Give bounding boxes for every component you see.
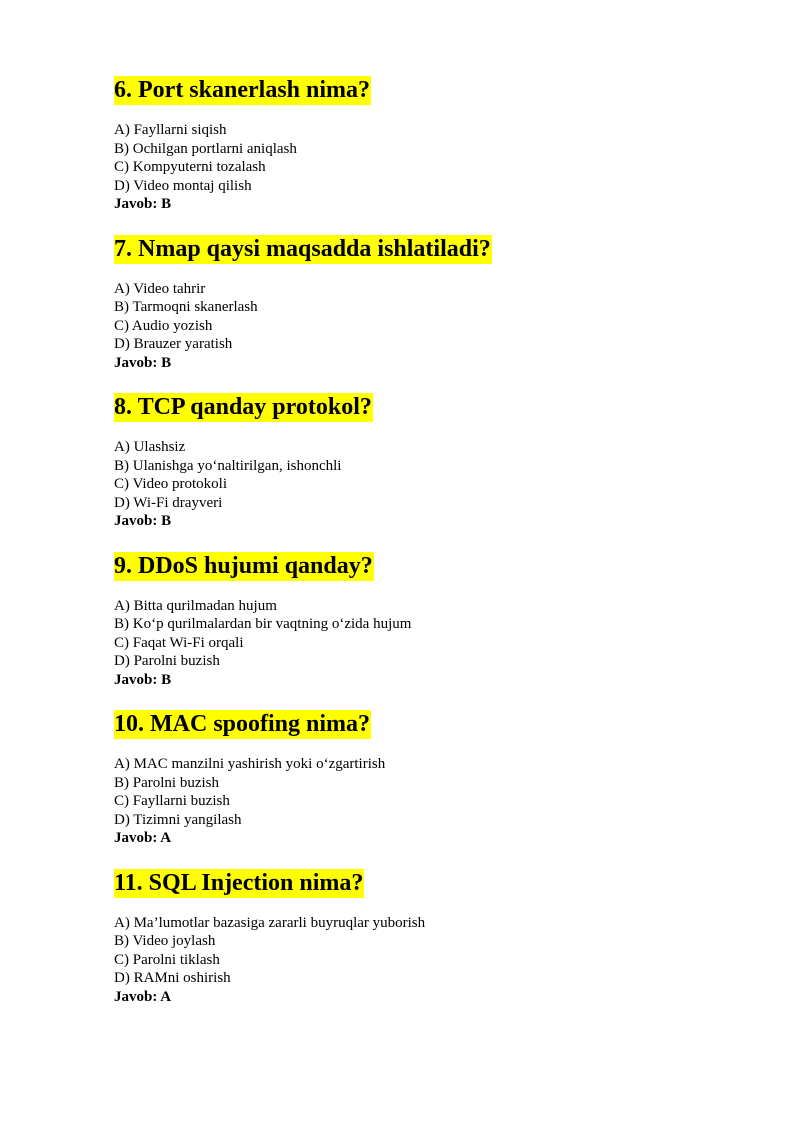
option-d: D) Video montaj qilish: [114, 177, 252, 194]
answer-label: Javob: B: [114, 354, 172, 371]
option-c: C) Faqat Wi-Fi orqali: [114, 634, 244, 651]
option-c: C) Fayllarni buzish: [114, 793, 230, 809]
option-a: A) MAC manzilni yashirish yoki o‘zgartirish: [114, 756, 386, 772]
question-title: 8. TCP qanday protokol?: [114, 394, 372, 420]
option-d: D) RAMni oshirish: [114, 970, 231, 986]
option-c: C) Parolni tiklash: [114, 951, 220, 968]
option-b: B) Tarmoqni skanerlash: [114, 299, 258, 315]
option-d: D) Brauzer yaratish: [114, 336, 233, 352]
question-8: [114, 393, 754, 531]
document-page: [114, 76, 754, 1027]
answer-label: Javob: A: [114, 988, 172, 1005]
option-list: [114, 438, 754, 512]
option-b: B) Ochilgan portlarni aniqlash: [114, 140, 297, 157]
option-c: C) Video protokoli: [114, 476, 227, 492]
option-c: C) Kompyuterni tozalash: [114, 159, 266, 175]
option-a: A) Video tahrir: [114, 280, 206, 297]
option-d: D) Tizimni yangilash: [114, 811, 242, 828]
option-d: D) Wi-Fi drayveri: [114, 494, 223, 511]
option-list: [114, 597, 754, 671]
option-a: A) Fayllarni siqish: [114, 122, 227, 138]
option-b: B) Ko‘p qurilmalardan bir vaqtning o‘zida hujum: [114, 616, 412, 632]
option-b: B) Parolni buzish: [114, 774, 219, 791]
option-b: B) Video joylash: [114, 933, 216, 949]
option-a: A) Bitta qurilmadan hujum: [114, 597, 277, 614]
question-10: [114, 710, 754, 848]
answer-label: Javob: A: [114, 830, 172, 846]
option-a: A) Ma’lumotlar bazasiga zararli buyruqlar yuborish: [114, 914, 426, 931]
question-6: [114, 76, 754, 214]
question-title: 7. Nmap qaysi maqsadda ishlatiladi?: [114, 235, 491, 262]
question-11: [114, 869, 754, 1007]
option-list: [114, 914, 754, 988]
option-list: [114, 755, 754, 829]
question-7: [114, 235, 754, 373]
question-title: 6. Port skanerlash nima?: [114, 77, 371, 103]
option-list: [114, 121, 754, 195]
option-a: A) Ulashsiz: [114, 439, 186, 455]
option-d: D) Parolni buzish: [114, 653, 220, 669]
answer-label: Javob: B: [114, 671, 172, 688]
question-title: 10. MAC spoofing nima?: [114, 711, 371, 737]
answer-label: Javob: B: [114, 513, 172, 529]
question-9: [114, 552, 754, 690]
answer-label: Javob: B: [114, 196, 172, 212]
option-list: [114, 280, 754, 354]
question-title: 11. SQL Injection nima?: [114, 869, 364, 896]
question-title: 9. DDoS hujumi qanday?: [114, 552, 373, 579]
option-c: C) Audio yozish: [114, 317, 213, 334]
option-b: B) Ulanishga yo‘naltirilgan, ishonchli: [114, 457, 342, 474]
